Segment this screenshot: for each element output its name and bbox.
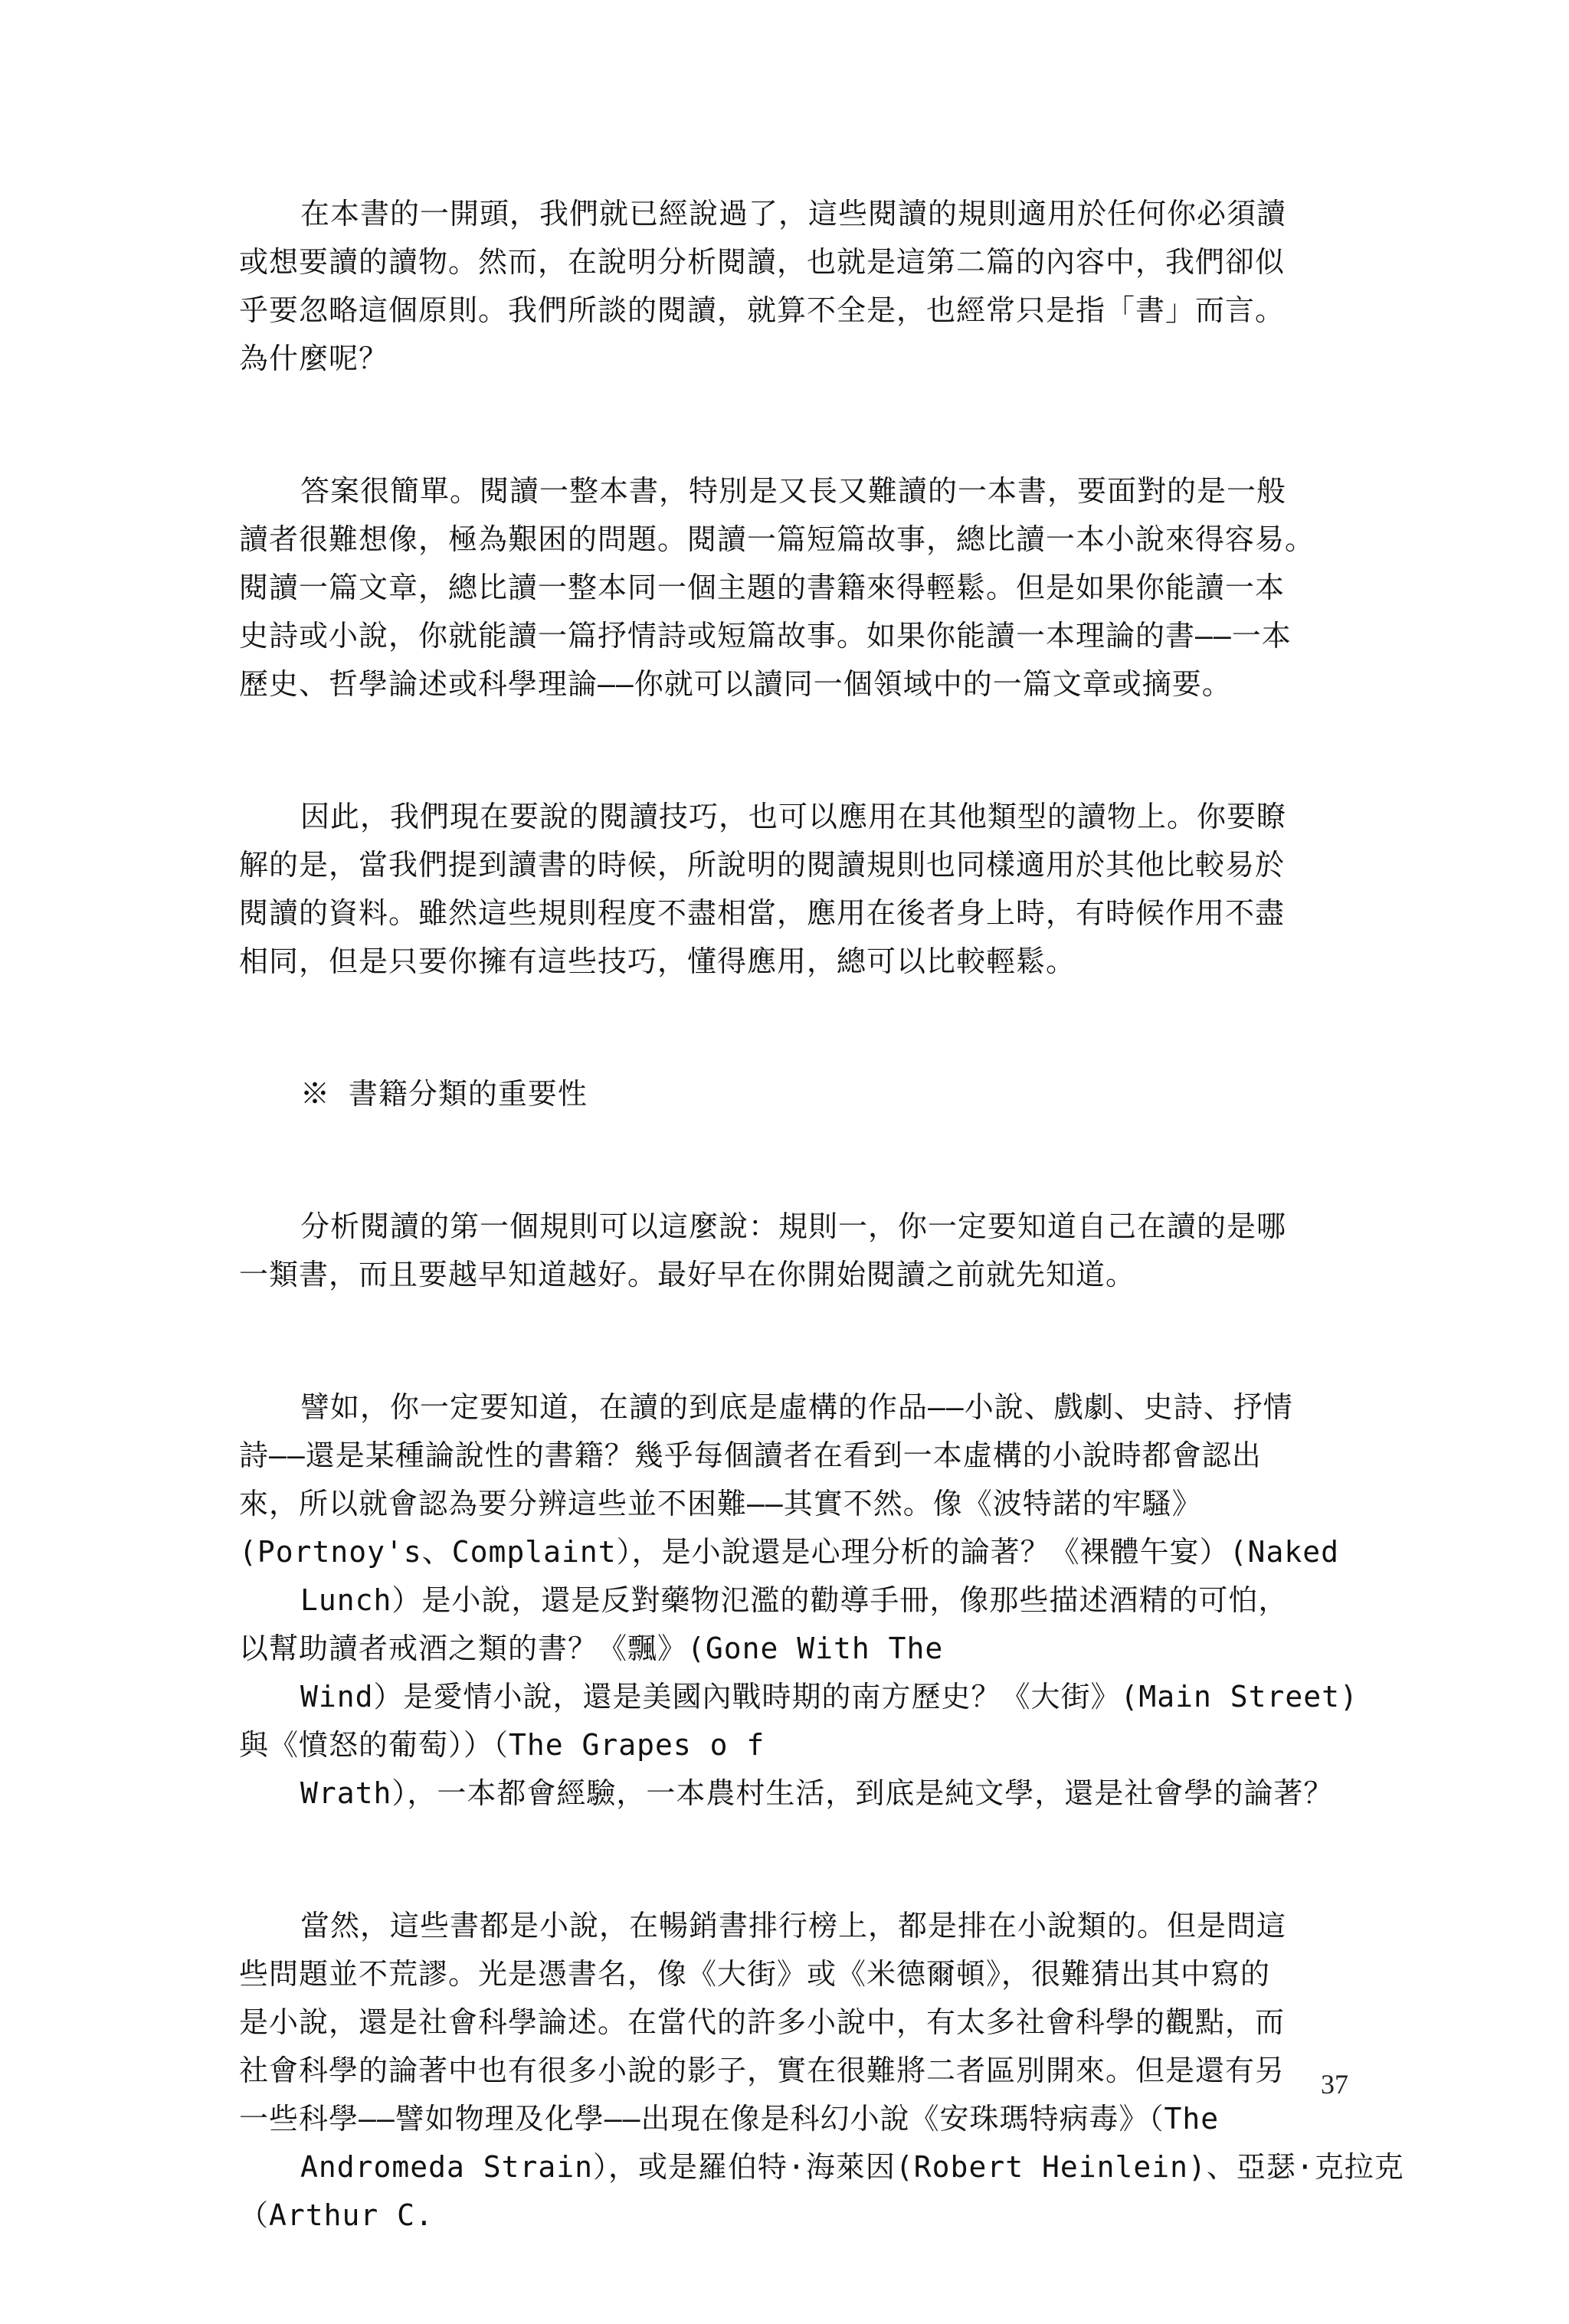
section-heading	[239, 1070, 1339, 1118]
paragraph-1	[239, 190, 1339, 383]
text-line: 一類書，而且要越早知道越好。最好早在你開始閱讀之前就先知道。	[239, 1258, 1136, 1291]
text-line: 是小說，還是社會科學論述。在當代的許多小說中，有太多社會科學的觀點，而	[239, 2005, 1286, 2039]
text-line: 來，所以就會認為要分辨這些並不困難——其實不然。像《波特諾的牢騷》	[239, 1487, 1202, 1520]
text-line: 詩——還是某種論說性的書籍？幾乎每個讀者在看到一本虛構的小說時都會認出	[239, 1439, 1262, 1472]
paragraph-4	[239, 1203, 1339, 1299]
text-line: 答案很簡單。閱讀一整本書，特別是又長又難讀的一本書，要面對的是一般	[300, 474, 1287, 508]
text-line: 閱讀一篇文章，總比讀一整本同一個主題的書籍來得輕鬆。但是如果你能讀一本	[239, 571, 1286, 604]
text-line: 分析閱讀的第一個規則可以這麼說：規則一，你一定要知道自己在讀的是哪	[300, 1209, 1287, 1243]
page-number: 37	[1321, 2069, 1348, 2100]
body-text	[239, 190, 1404, 2324]
paragraph-3	[239, 793, 1339, 986]
text-line: Andromeda Strain），或是羅伯特·海萊因(Robert Heinlein)、亞瑟·克拉克	[300, 2150, 1404, 2184]
text-line: （Arthur C.	[239, 2198, 434, 2232]
text-line: 閱讀的資料。雖然這些規則程度不盡相當，應用在後者身上時，有時候作用不盡	[239, 896, 1286, 930]
text-line: (Portnoy's、Complaint），是小說還是心理分析的論著？《裸體午宴）(Naked	[239, 1535, 1339, 1569]
text-line: 為什麼呢？	[239, 342, 389, 375]
text-line: 以幫助讀者戒酒之類的書？《飄》(Gone With The	[239, 1632, 944, 1665]
text-line: 社會科學的論著中也有很多小說的影子，實在很難將二者區別開來。但是還有另	[239, 2054, 1286, 2087]
text-line: Wind）是愛情小說，還是美國內戰時期的南方歷史？《大街》(Main Street)	[300, 1680, 1358, 1714]
text-line: 些問題並不荒謬。光是憑書名，像《大街》或《米德爾頓》，很難猜出其中寫的	[239, 1957, 1271, 1991]
paragraph-5	[239, 1383, 1358, 1818]
paragraph-2	[239, 467, 1339, 709]
text-line: 史詩或小說，你就能讀一篇抒情詩或短篇故事。如果你能讀一本理論的書——一本	[239, 619, 1292, 653]
text-line: 相同，但是只要你擁有這些技巧，懂得應用，總可以比較輕鬆。	[239, 944, 1076, 978]
text-line: 或想要讀的讀物。然而，在說明分析閱讀，也就是這第二篇的內容中，我們卻似	[239, 245, 1286, 279]
paragraph-6	[239, 1902, 1404, 2240]
text-line: 當然，這些書都是小說，在暢銷書排行榜上，都是排在小說類的。但是問這	[300, 1909, 1287, 1943]
text-line: 乎要忽略這個原則。我們所談的閱讀，就算不全是，也經常只是指「書」而言。	[239, 293, 1286, 327]
text-line: Lunch）是小說，還是反對藥物氾濫的勸導手冊，像那些描述酒精的可怕，	[300, 1583, 1289, 1617]
text-line: 歷史、哲學論述或科學理論——你就可以讀同一個領域中的一篇文章或摘要。	[239, 667, 1232, 701]
text-line: 因此，我們現在要說的閱讀技巧，也可以應用在其他類型的讀物上。你要瞭	[300, 800, 1287, 833]
text-line: 在本書的一開頭，我們就已經說過了，這些閱讀的規則適用於任何你必須讀	[300, 197, 1287, 231]
text-line: Wrath），一本都會經驗，一本農村生活，到底是純文學，還是社會學的論著？	[300, 1776, 1334, 1810]
text-line: 譬如，你一定要知道，在讀的到底是虛構的作品——小說、戲劇、史詩、抒情	[300, 1390, 1293, 1424]
text-line: 解的是，當我們提到讀書的時候，所說明的閱讀規則也同樣適用於其他比較易於	[239, 848, 1286, 882]
text-line: 讀者很難想像，極為艱困的問題。閱讀一篇短篇故事，總比讀一本小說來得容易。	[239, 522, 1315, 556]
section-heading-text: ※ 書籍分類的重要性	[300, 1077, 588, 1111]
text-line: 一些科學——譬如物理及化學——出現在像是科幻小說《安珠瑪特病毒》（The	[239, 2102, 1220, 2136]
text-line: 與《憤怒的葡萄））（The Grapes o f	[239, 1728, 765, 1762]
